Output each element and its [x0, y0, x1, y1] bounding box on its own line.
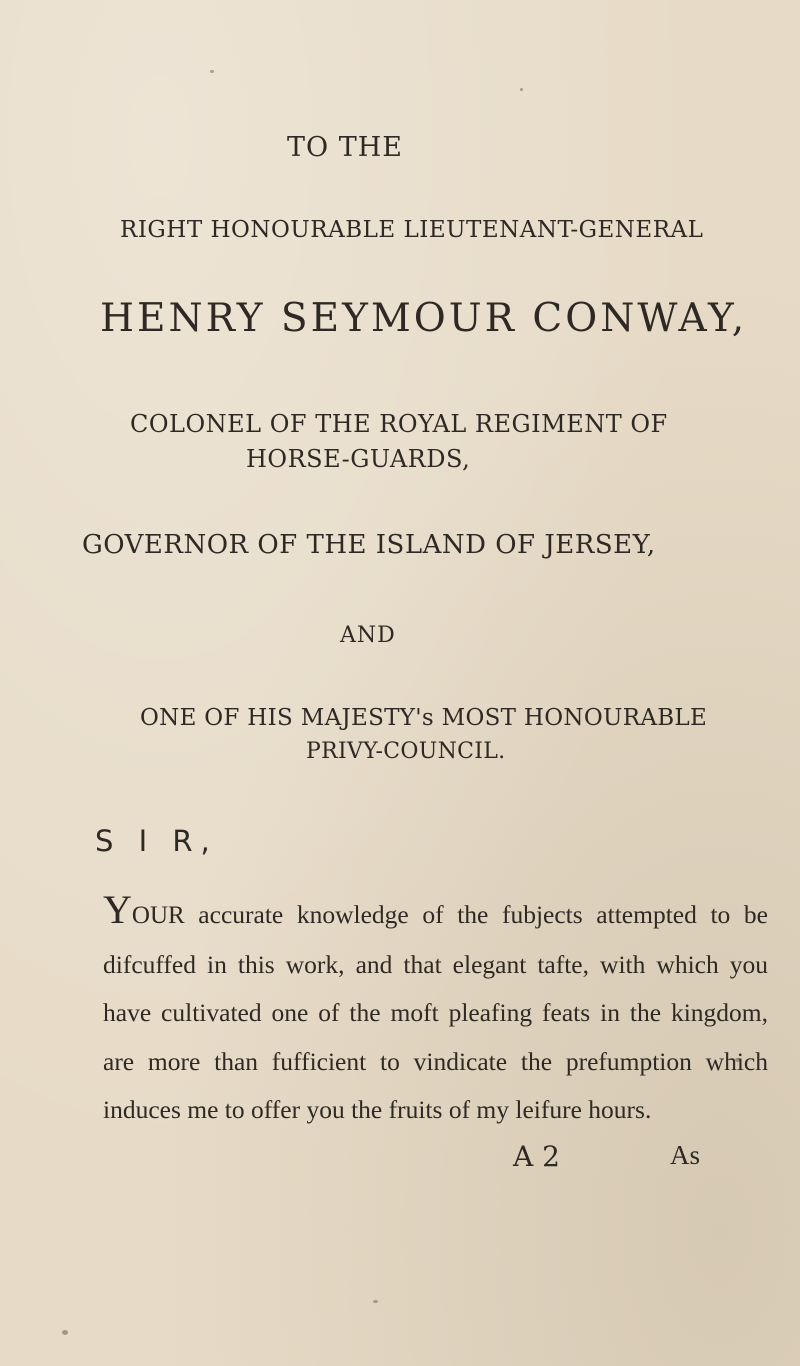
salutation: S I R,	[95, 824, 218, 858]
paragraph-text: accurate knowledge of the fubjects attempted to be difcuffed in this work, and that elegant tafte, with which you have cultivated one of the moft pleafing feats in the kingdom, are more than fufficient to vindicate the prefumption which induces me to offer you the fruits of my leifure hours.	[103, 900, 768, 1125]
title-privy-council-cont: PRIVY-COUNCIL.	[306, 739, 506, 764]
signature-mark: A 2	[513, 1140, 560, 1173]
dedication-paragraph	[103, 887, 768, 1135]
title-colonel: COLONEL OF THE ROYAL REGIMENT OF	[130, 410, 668, 438]
drop-cap-continuation: OUR	[131, 902, 185, 929]
title-horse-guards: HORSE-GUARDS,	[246, 445, 471, 473]
heading-to-the: TO THE	[287, 132, 403, 163]
catchword: As	[670, 1140, 701, 1170]
paper-speck	[210, 70, 214, 73]
dedicatee-name: HENRY SEYMOUR CONWAY,	[100, 296, 748, 341]
heading-rank: RIGHT HONOURABLE LIEUTENANT-GENERAL	[120, 217, 704, 243]
paper-speck	[520, 88, 523, 91]
title-privy-council: ONE OF HIS MAJESTY's MOST HONOURABLE	[140, 705, 708, 731]
drop-cap: Y	[103, 887, 132, 932]
paper-speck	[373, 1300, 378, 1303]
title-governor: GOVERNOR OF THE ISLAND OF JERSEY,	[82, 530, 656, 560]
paper-speck	[62, 1330, 68, 1335]
conjunction-and: AND	[340, 623, 396, 648]
